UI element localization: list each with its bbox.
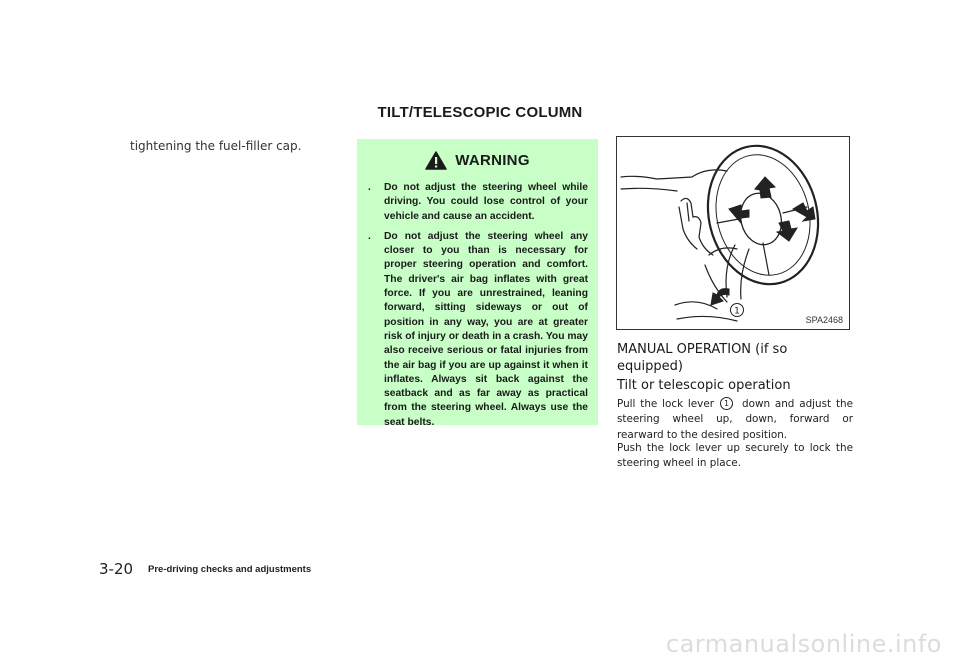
warning-item-text: Do not adjust the steering wheel any closer to you than is necessary for proper steering operation and comfort. The driver's air bag inflates with great force. If you are unrestrained, leaning forward, sitting sideways or out of position in any way, you are at greater risk of injury or death in a crash. You may also receive serious or fatal injuries from the air bag if you are up against it when it inflates. Always sit back against the seatback and as far away as practical from the steering wheel. Always use the seat belts. xyxy=(384,230,588,428)
warning-title: WARNING xyxy=(455,151,530,169)
bullet: . xyxy=(368,230,371,242)
warning-item xyxy=(368,230,588,430)
figure-code: SPA2468 xyxy=(805,315,843,325)
watermark: carmanualsonline.info xyxy=(665,630,942,658)
chapter-title: Pre-driving checks and adjustments xyxy=(148,564,312,575)
bullet: . xyxy=(368,182,371,193)
callout-1-icon: 1 xyxy=(720,397,733,410)
figure-callout-label: 1 xyxy=(734,306,740,317)
para1-end: down and adjust the steering wheel up, down, forward or rearward to the desired position. xyxy=(617,398,853,441)
warning-triangle-icon xyxy=(425,151,447,170)
steering-figure xyxy=(616,136,850,330)
tilt-telescopic-subheading: Tilt or telescopic operation xyxy=(617,378,791,393)
paragraph-lock-lever xyxy=(617,397,853,443)
warning-item-text: Do not adjust the steering wheel while driving. You could lose control of your vehicle and cause an accident. xyxy=(384,182,588,222)
page-number: 3-20 xyxy=(99,560,134,578)
continued-text: tightening the fuel-filler cap. xyxy=(130,139,302,153)
warning-box xyxy=(357,139,598,428)
manual-operation-heading: MANUAL OPERATION (if so equipped) xyxy=(617,342,788,374)
steering-column-illustration xyxy=(617,137,849,329)
section-title: TILT/TELESCOPIC COLUMN xyxy=(377,104,583,121)
para1-start: Pull the lock lever xyxy=(617,398,714,410)
warning-item xyxy=(368,181,588,224)
warning-header xyxy=(357,147,598,173)
warning-list xyxy=(368,181,588,436)
paragraph-lock-in-place: Push the lock lever up securely to lock the steering wheel in place. xyxy=(617,442,853,470)
